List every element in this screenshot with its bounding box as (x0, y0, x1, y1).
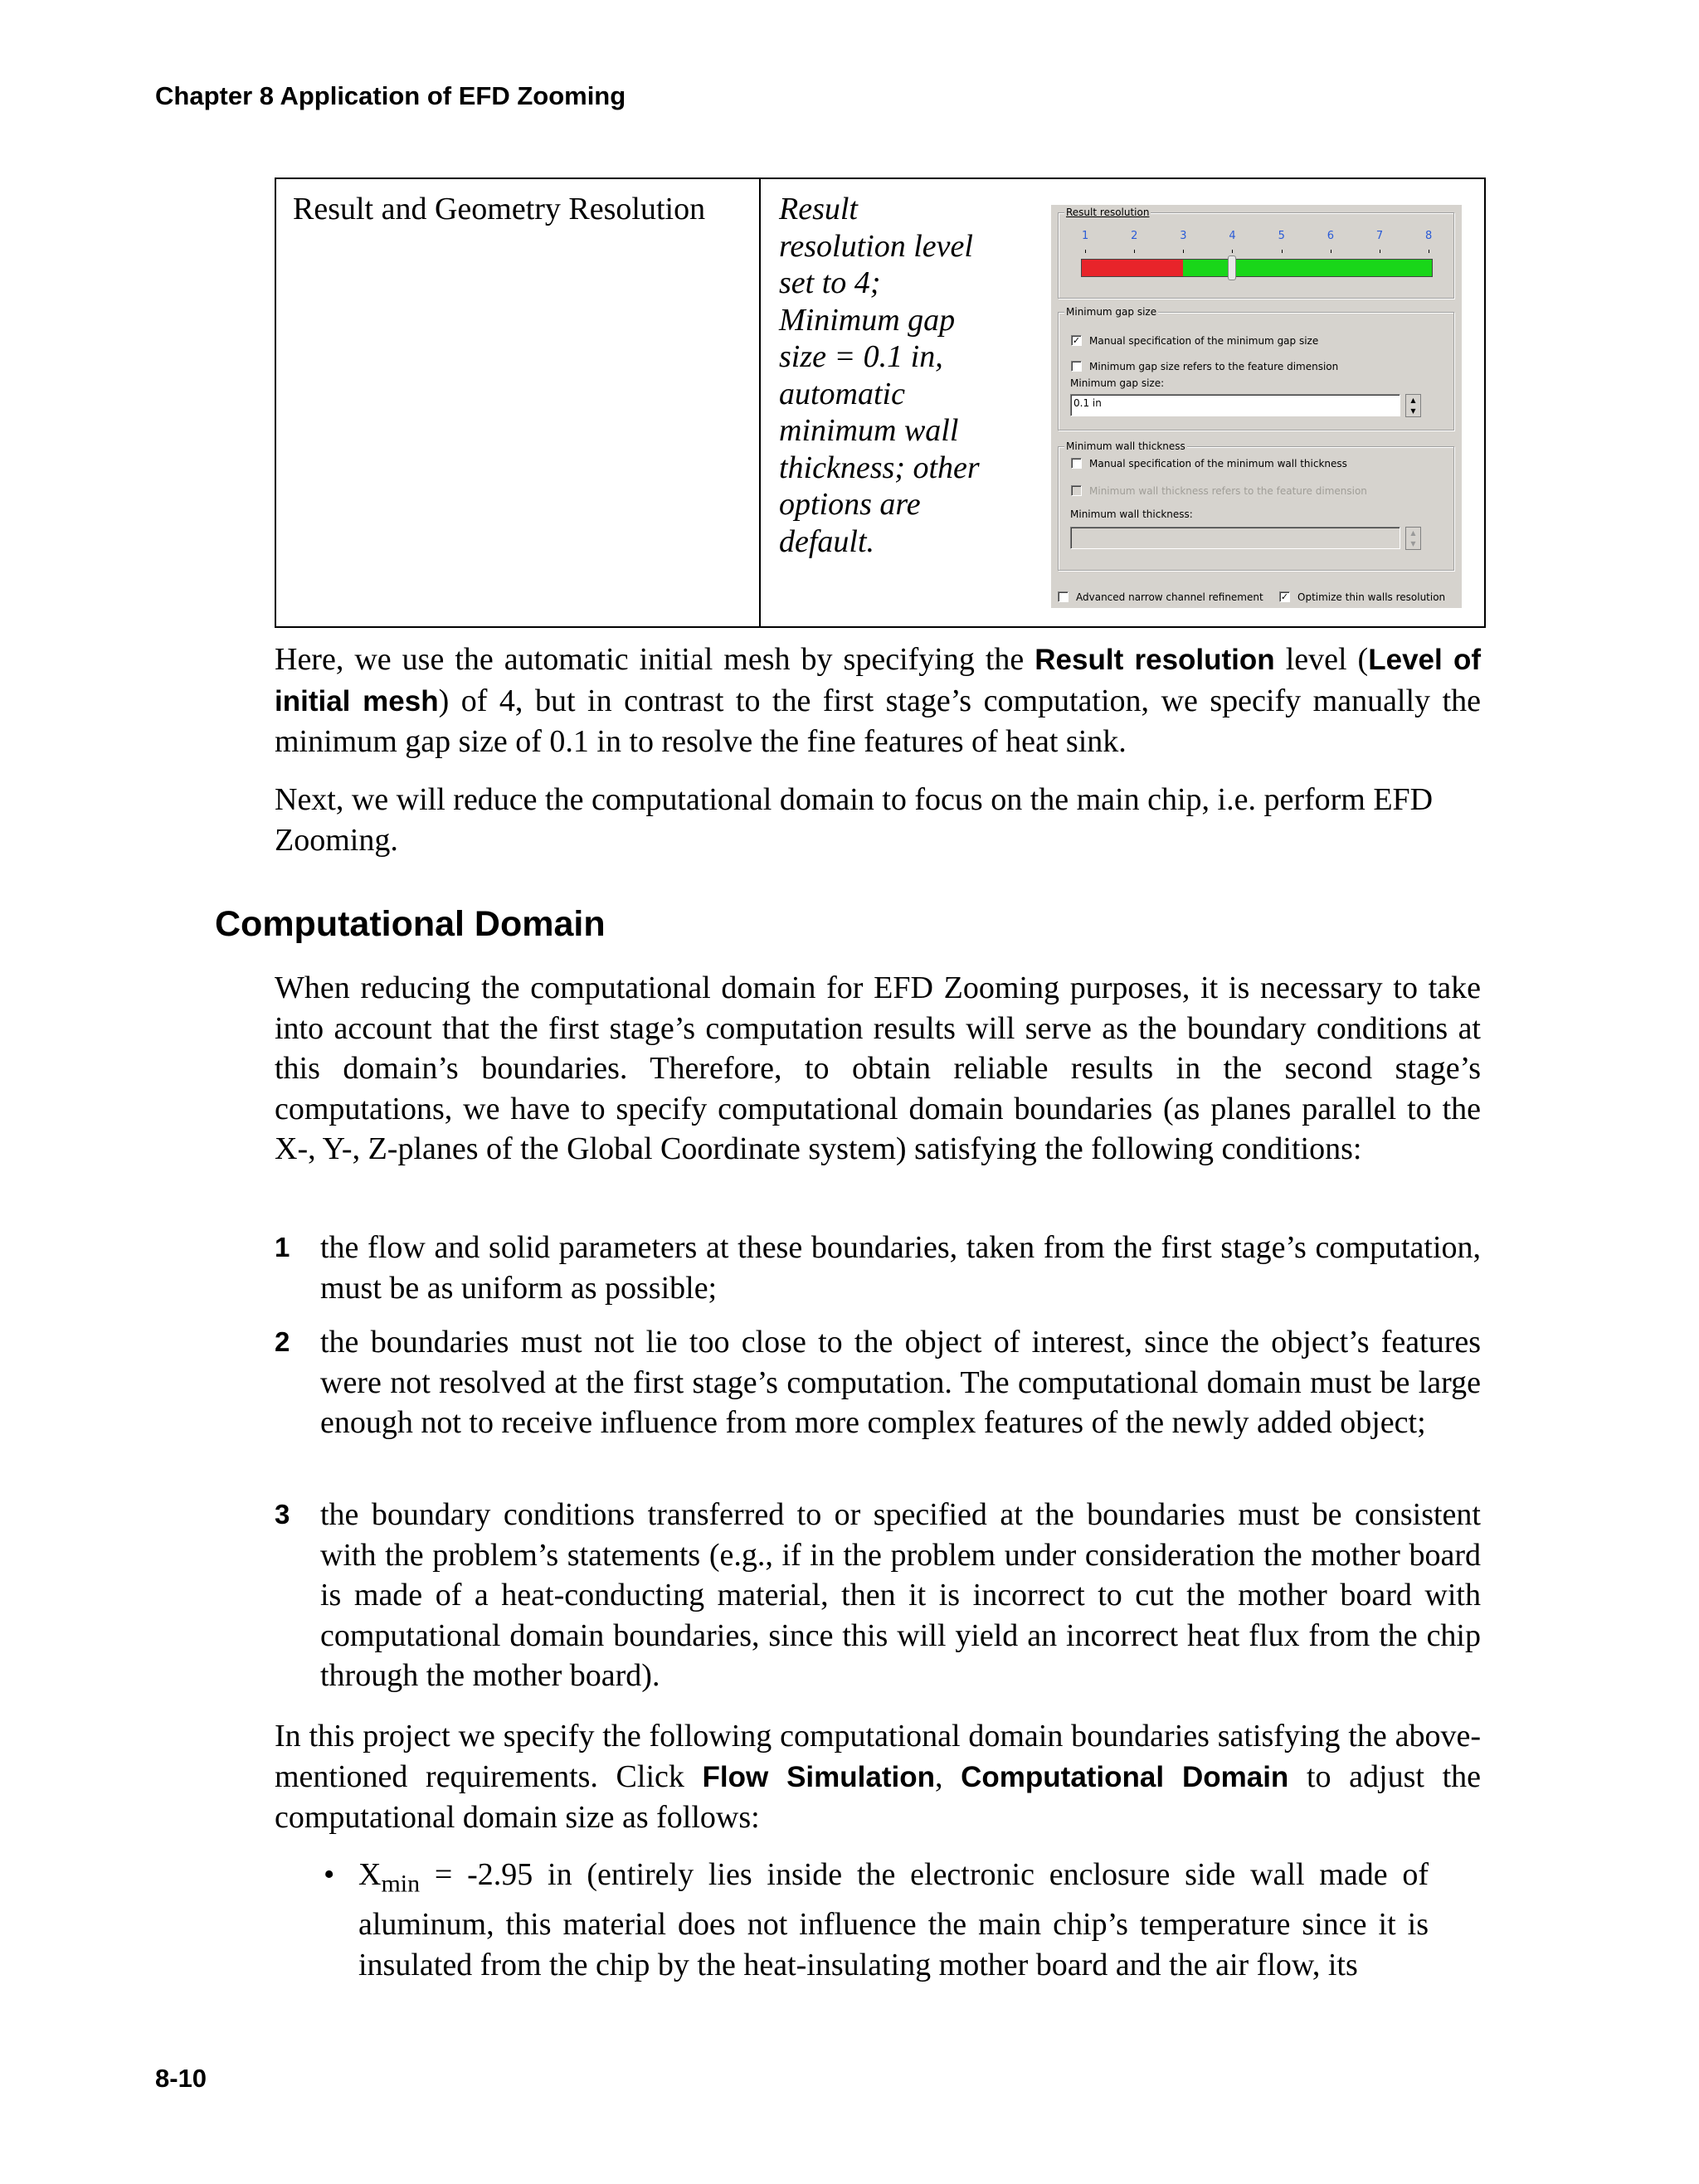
bullet-xmin (358, 1855, 1429, 1985)
bold-term: Result resolution (1034, 644, 1275, 676)
item-text: the boundaries must not lie too close to the object of interest, since the object’s features were not resolved at the first stage’s computation. The computational domain must be large enough not to receive influence from more complex features of the newly added object; (320, 1325, 1481, 1440)
gap-field-label: Minimum gap size: (1070, 377, 1165, 389)
item-text: the boundary conditions transferred to or specified at the boundaries must be consistent with the problem’s statements (e.g., if in the problem under consideration the mother board is made of a heat-conducting material, then it is incorrect to cut the mother board with computational domain boundaries, since this will yield an incorrect heat flux from the chip through the mother board). (320, 1497, 1481, 1693)
item-number: 3 (275, 1499, 290, 1530)
list-item (275, 1495, 1481, 1696)
slider-tick-label: 8 (1425, 230, 1433, 242)
resolution-slider-thumb[interactable] (1228, 255, 1236, 280)
text: level ( (1274, 642, 1369, 677)
slider-tick-label: 6 (1327, 230, 1334, 242)
slider-tick-mark (1282, 250, 1283, 253)
table-cell-feature: Result and Geometry Resolution (275, 178, 760, 627)
paragraph-next: Next, we will reduce the computational domain to focus on the main chip, i.e. perform EFD Zooming. (275, 782, 1434, 858)
page-number: 8-10 (155, 2064, 207, 2093)
menu-path-computational-domain: Computational Domain (961, 1760, 1289, 1793)
slider-tick-label: 4 (1229, 230, 1236, 242)
text: to adjust the computational domain size as follows: (275, 1758, 1481, 1835)
text: In this project we specify the following computational domain boundaries satisfying the above-mentioned requirements. Click (275, 1719, 1481, 1794)
gap-refers-label: Minimum gap size refers to the feature dimension (1089, 361, 1339, 372)
gap-size-group-label: Minimum gap size (1066, 306, 1157, 318)
slider-tick-mark (1232, 250, 1233, 253)
slider-tick-label: 5 (1278, 230, 1285, 242)
manual-gap-checkbox[interactable]: ✓ (1072, 335, 1081, 346)
list-item (275, 1322, 1481, 1443)
slider-tick-label: 3 (1180, 230, 1187, 242)
optimize-thin-walls-label: Optimize thin walls resolution (1297, 591, 1446, 603)
text: ) of 4, but in contrast to the first stage’s computation, we specify manually the minimum gap size of 0.1 in to resolve the fine features of heat sink. (275, 683, 1481, 759)
resolution-slider-red-zone (1082, 260, 1183, 276)
slider-tick-label: 1 (1082, 230, 1089, 242)
wall-field-label: Minimum wall thickness: (1070, 508, 1193, 520)
bold-term: Level of initial mesh (275, 644, 1481, 717)
item-number: 2 (275, 1326, 290, 1357)
result-resolution-label: Result resolution (1066, 207, 1150, 218)
gap-size-spinner[interactable]: ▲ ▼ (1405, 394, 1421, 417)
item-number: 1 (275, 1232, 290, 1262)
advanced-refinement-label: Advanced narrow channel refinement (1076, 591, 1263, 603)
bullet-icon: • (324, 1857, 335, 1892)
manual-wall-label: Manual specification of the minimum wall thickness (1089, 458, 1347, 469)
slider-tick-label: 2 (1131, 230, 1138, 242)
gap-refers-checkbox[interactable] (1071, 361, 1082, 372)
menu-path-flow-simulation: Flow Simulation (702, 1760, 935, 1793)
subscript: min (381, 1870, 421, 1898)
paragraph-domain: When reducing the computational domain for EFD Zooming purposes, it is necessary to take into account that the first stage’s computation results will serve as the boundary conditions at this domain’s boundaries. Therefore, to obtain reliable results in the second stage’s computations, we have to specify computational domain boundaries (as planes parallel to the X-, Y-, Z-planes of the Global Coordinate system) satisfying the following conditions: (275, 970, 1481, 1166)
text: , (934, 1758, 961, 1794)
result-resolution-dialog (1051, 205, 1462, 608)
text: Here, we use the automatic initial mesh by specifying the (275, 642, 1035, 677)
wall-thickness-group-label: Minimum wall thickness (1066, 440, 1185, 452)
text: X (358, 1857, 382, 1892)
manual-wall-checkbox[interactable] (1071, 458, 1082, 469)
chapter-header: Chapter 8 Application of EFD Zooming (155, 81, 626, 110)
section-title: Computational Domain (215, 904, 606, 944)
list-item (275, 1228, 1481, 1308)
wall-refers-checkbox[interactable] (1071, 485, 1082, 496)
slider-tick-mark (1183, 250, 1184, 253)
slider-tick-mark (1134, 250, 1135, 253)
paragraph-mesh (275, 640, 1481, 762)
text: = -2.95 in (entirely lies inside the electronic enclosure side wall made of aluminum, this material does not influence the main chip’s temperature since it is insulated from the chip by the heat-insulating mother board and the air flow, its (358, 1857, 1429, 1982)
slider-tick-label: 7 (1375, 230, 1384, 242)
wall-refers-label: Minimum wall thickness refers to the feature dimension (1089, 485, 1367, 497)
resolution-slider-track[interactable] (1081, 259, 1433, 277)
result-resolution-group (1058, 212, 1454, 299)
wall-thickness-spinner[interactable]: ▲ ▼ (1405, 527, 1421, 550)
advanced-refinement-checkbox[interactable] (1058, 591, 1069, 602)
item-text: the flow and solid parameters at these boundaries, taken from the first stage’s computation, must be as uniform as possible; (320, 1230, 1481, 1306)
paragraph-project (275, 1716, 1481, 1838)
optimize-thin-walls-checkbox[interactable]: ✓ (1280, 591, 1289, 602)
gap-size-input[interactable]: 0.1 in (1070, 394, 1400, 416)
manual-gap-label: Manual specification of the minimum gap size (1089, 335, 1319, 347)
settings-description: Result resolution level set to 4; Minimum gap size = 0.1 in, automatic minimum wall thickness; other options are default. (779, 192, 980, 559)
slider-tick-mark (1085, 250, 1086, 253)
wall-thickness-input[interactable] (1070, 527, 1400, 549)
